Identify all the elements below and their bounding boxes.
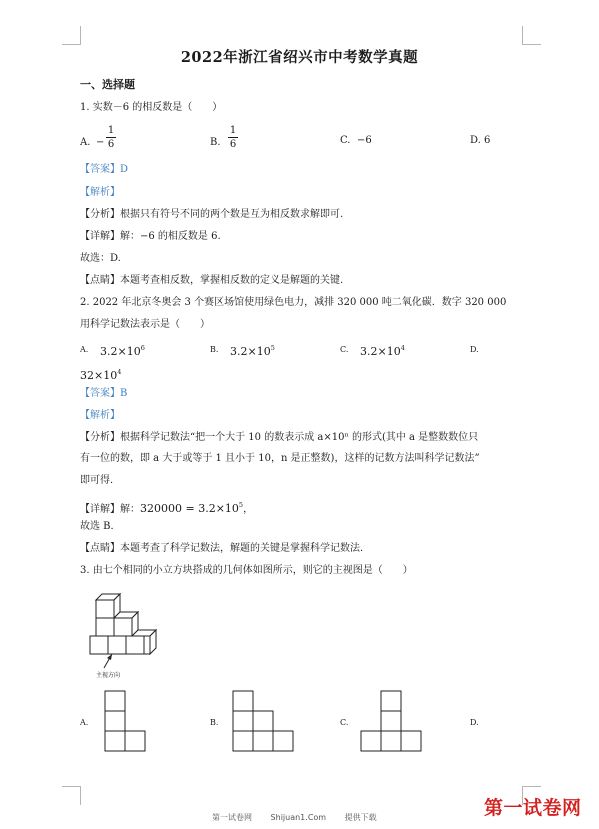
q1-option-b-fraction (228, 124, 238, 151)
q2-dianjing: 【点睛】本题考查了科学记数法，解题的关键是掌握科学记数法． (80, 543, 370, 554)
q1-fenxi: 【分析】根据只有符号不同的两个数是互为相反数求解即可. (80, 209, 344, 220)
footer-site-name: 第一试卷网 (212, 813, 252, 822)
q2-fenxi-line1: 【分析】根据科学记数法“把一个大于 10 的数表示成 a×10ⁿ 的形式(其中 a 是整数数位只 (80, 432, 479, 443)
q2-option-c-exponent: 4 (400, 344, 405, 352)
q1-xiangjie: 【详解】解：−6 的相反数是 6. (80, 231, 221, 242)
q2-option-a-exponent: 6 (140, 344, 145, 352)
cube-front-face (114, 618, 132, 636)
q2-option-b-base: 3.2×10 (230, 345, 271, 358)
q1-option-c-label: C. (340, 135, 351, 146)
q2-fenxi-line3: 即可得． (80, 475, 120, 486)
q2-xiangjie-suffix: ， (243, 504, 254, 515)
q2-fenxi-line2: 有一位的数，即 a 大于或等于 1 且小于 10，n 是正整数)，这样的记数方法叫科学记数法” (80, 453, 480, 464)
cube-front-face (90, 636, 108, 654)
cube-front-face (96, 600, 114, 618)
site-logo: 第一试卷网 (484, 797, 582, 819)
q1-option-b-label: B. (210, 137, 221, 148)
footer-download: 提供下载 (344, 813, 377, 822)
q2-option-c-label: C. (340, 345, 349, 354)
q2-option-d-label: D. (470, 345, 479, 354)
q2-option-a-value (100, 341, 145, 359)
q2-option-c-value (360, 341, 405, 359)
q2-xiangjie-math: 320000 = 3.2×10 (140, 502, 239, 515)
q2-xiangjie-prefix: 【详解】解： (80, 504, 140, 515)
q2-choice: 故选 B． (80, 521, 121, 532)
cube-front-face (126, 636, 144, 654)
q1-option-b-fraction-bar (228, 137, 238, 138)
q1-option-c-value: −6 (357, 135, 372, 146)
q2-option-b-value (230, 341, 275, 359)
q1-option-b-numerator: 1 (229, 125, 237, 136)
q1-choice: 故选：D. (80, 253, 121, 264)
q1-option-d-label: D. (470, 135, 481, 146)
q1-option-a-numerator: 1 (107, 125, 115, 136)
q2-option-d-exponent: 4 (117, 368, 122, 376)
q3-option-b-label: B. (210, 718, 219, 727)
q1-option-b-denominator: 6 (229, 139, 237, 150)
crop-mark-bottom-left (62, 786, 81, 805)
q2-option-b-exponent: 5 (270, 344, 275, 352)
q3-cube-figure (86, 588, 176, 678)
section-heading: 一、选择题 (80, 78, 135, 91)
page-footer (212, 812, 393, 823)
q3-option-c-label: C. (340, 718, 349, 727)
q2-stem-line1: 2. 2022 年北京冬奥会 3 个赛区场馆使用绿色电力，减排 320 000 吨二氧化碳．数字 320 000 (80, 297, 507, 308)
q3-option-a-figure (104, 690, 148, 754)
q1-dianjing: 【点睛】本题考查相反数，掌握相反数的定义是解题的关键. (80, 275, 344, 286)
cube-front-face (108, 636, 126, 654)
cube-front-face (96, 618, 114, 636)
page-title: 2022年浙江省绍兴市中考数学真题 (180, 49, 419, 66)
cube-front-face (144, 636, 150, 654)
q2-xiangjie (80, 498, 253, 517)
crop-mark-top-left (62, 26, 81, 45)
footer-site-url: Shijuan1.Com (270, 813, 327, 822)
q1-option-a-fraction-bar (106, 137, 116, 138)
q3-option-c-figure (360, 690, 424, 754)
q3-option-d-label: D. (470, 718, 479, 727)
view-direction-arrowhead (107, 654, 112, 660)
q1-option-a-fraction (106, 124, 116, 151)
q1-answer: 【答案】D (80, 164, 129, 175)
q1-option-d-value: 6 (484, 135, 491, 146)
q2-option-c-base: 3.2×10 (360, 345, 401, 358)
q2-stem-line2: 用科学记数法表示是（ ） (80, 319, 210, 330)
crop-mark-top-right (522, 26, 541, 45)
q1-option-a-label: A. (80, 137, 91, 148)
q3-stem: 3. 由七个相同的小立方块搭成的几何体如图所示，则它的主视图是（ ） (80, 565, 413, 576)
q2-option-d-value (80, 365, 121, 383)
q2-option-b-label: B. (210, 345, 219, 354)
q2-analysis-heading: 【解析】 (80, 410, 120, 421)
q1-analysis-heading: 【解析】 (80, 187, 120, 198)
q2-xiangjie-exponent: 5 (238, 501, 244, 509)
q3-option-b-figure (232, 690, 296, 754)
q2-option-d-base: 32×10 (80, 369, 118, 382)
q3-figure-label: 主视方向 (96, 672, 121, 679)
q1-option-a-sign: − (96, 137, 105, 148)
q1-stem: 1. 实数－6 的相反数是（ ） (80, 102, 223, 113)
q2-answer: 【答案】B (80, 388, 128, 399)
q3-option-a-label: A. (80, 718, 89, 727)
q2-option-a-base: 3.2×10 (100, 345, 141, 358)
q1-option-a-denominator: 6 (107, 139, 115, 150)
q2-option-a-label: A. (80, 345, 89, 354)
